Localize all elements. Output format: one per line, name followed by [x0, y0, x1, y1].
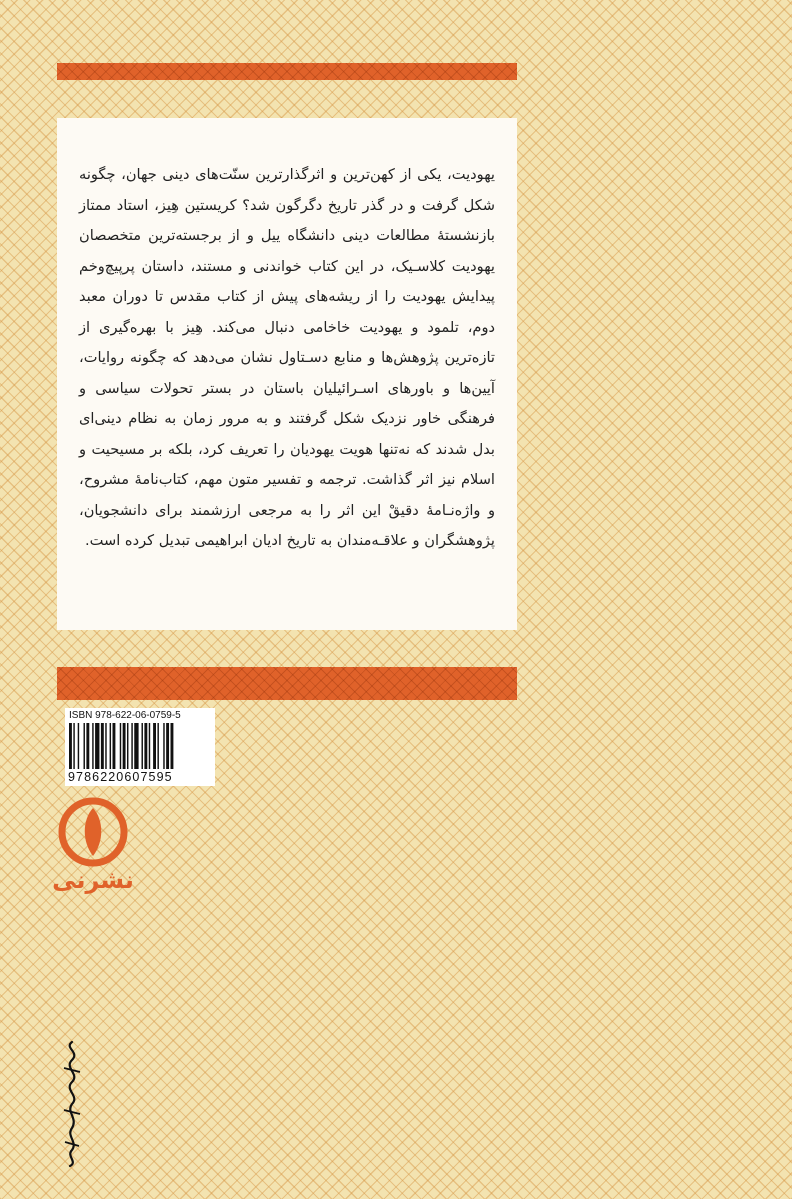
barcode-block — [65, 708, 215, 786]
barcode-digits: 9786220607595 — [68, 770, 173, 784]
bottom-orange-band — [57, 667, 517, 700]
seed-logo-icon — [52, 796, 134, 868]
description-panel — [57, 118, 517, 630]
publisher-logo — [52, 796, 134, 894]
isbn-label: ISBN 978-622-06-0759-5 — [69, 710, 181, 721]
barcode-icon — [69, 723, 211, 769]
top-orange-band — [57, 63, 517, 80]
translator-signature-icon — [60, 1038, 84, 1168]
publisher-name: نشرنی — [52, 866, 134, 894]
book-description: یهودیت، یکی از کهن‌ترین و اثرگذارترین سنّت‌های دینی جهان، چگونه شکل گرفت و در گذر تاریخ دگرگون شد؟ کریستین هِیز، استاد ممتاز بازنشستهٔ مطالعات دینی دانشگاه ییل و از برجسته‌ترین متخصصان یهودیت کلاسـیک، در این کتاب خواندنی و مستند، داستان پرپیچ‌وخم پیدایش یهودیت را از ریشه‌های پیش از کتاب مقدس تا دوران معبد دوم، تلمود و یهودیت خاخامی دنبال می‌کند. هِیز با بهره‌گیری از تازه‌ترین پژوهش‌ها و منابع دسـتاول نشان می‌دهد که چگونه روایات، آیین‌ها و باورهای اسـرائیلیان باستان در بستر تحولات سیاسی و فرهنگی خاور نزدیک شکل گرفتند و به مرور زمان به نظام دینی‌ای بدل شدند که نه‌تنها هویت یهودیان را تعریف کرد، بلکه بر مسیحیت و اسلام نیز اثر گذاشت. ترجمه و تفسیر متون مهم، کتاب‌نامهٔ مشروح، و واژه‌نـامهٔ دقیقْ این اثر را به مرجعی ارزشمند برای دانشجویان، پژوهشگران و علاقـه‌مندان به تاریخ ادیان ابراهیمی تبدیل کرده است. — [79, 166, 495, 549]
